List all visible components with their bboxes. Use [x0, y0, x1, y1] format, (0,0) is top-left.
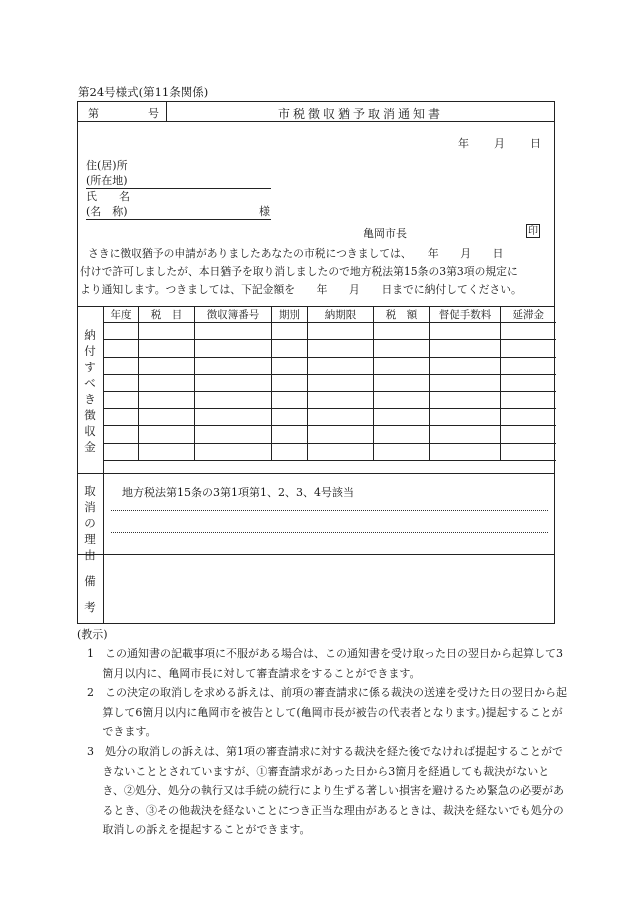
table-cell	[501, 426, 556, 443]
reason-text: 地方税法第15条の3第1項第1、2、3、4号該当	[122, 486, 354, 499]
table-cell	[272, 357, 308, 374]
table-cell	[272, 409, 308, 426]
column-header-tax-amount: 税 額	[374, 306, 430, 323]
table-header-row	[104, 306, 556, 323]
table-row	[104, 340, 556, 357]
number-suffix: 号	[148, 107, 159, 120]
table-cell	[139, 409, 195, 426]
note-item-3: 3 処分の取消しの訴えは、第1項の審査請求に対する裁決を経た後でなければ提起することができないこととされていますが、①審査請求があった日から3箇月を経過しても裁決がないとき、②処分、処分の執行又は手続の続行により生ずる著しい損害を避けるため緊急の必要があるとき、③その他裁決を経ないことにつき正当な理由があるときは、裁決を経ないでも処分の取消しの訴えを提起することができます。	[87, 745, 564, 836]
column-header-reminder-fee: 督促手数料	[430, 306, 501, 323]
table-cell	[139, 374, 195, 391]
table-cell	[272, 374, 308, 391]
payment-bottom-rule	[78, 473, 554, 474]
table-cell	[374, 340, 430, 357]
table-cell	[308, 374, 374, 391]
document-title: 市税徴収猶予取消通知書	[278, 107, 444, 121]
body-line-3: より通知します。つきましては、下記金額を 年 月 日までに納付してください。	[80, 283, 522, 296]
column-header-fiscal-year: 年度	[104, 306, 139, 323]
table-cell	[272, 323, 308, 340]
table-cell	[430, 426, 501, 443]
body-line-2: 付けで許可しましたが、本日猶予を取り消しましたので地方税法第15条の3第3項の規定に	[80, 265, 518, 278]
table-cell	[104, 443, 139, 460]
header-rule	[78, 121, 554, 122]
table-cell	[308, 391, 374, 408]
table-cell	[104, 391, 139, 408]
notes-heading: (教示)	[77, 628, 108, 641]
name-field	[86, 203, 271, 220]
reason-label-divider	[103, 473, 104, 554]
table-cell	[104, 374, 139, 391]
table-cell	[501, 357, 556, 374]
table-row	[104, 357, 556, 374]
table-cell	[139, 323, 195, 340]
table-cell	[308, 409, 374, 426]
table-row	[104, 409, 556, 426]
honorific: 様	[259, 205, 270, 218]
payment-label: 納付すべき徴収金	[84, 328, 96, 454]
note-item-1: 1 この通知書の記載事項に不服がある場合は、この通知書を受け取った日の翌日から起算して3箇月以内に、亀岡市長に対して審査請求をすることができます。	[87, 647, 563, 680]
body-line-1: さきに徴収猶予の申請がありましたあなたの市税につきましては、 年 月 日	[88, 247, 504, 260]
table-cell	[374, 443, 430, 460]
table-cell	[272, 340, 308, 357]
reason-dotted-line-2	[111, 532, 548, 533]
payment-table	[103, 306, 556, 461]
table-row	[104, 374, 556, 391]
table-cell	[501, 443, 556, 460]
column-header-due-date: 納期限	[308, 306, 374, 323]
reason-dotted-line-1	[111, 510, 548, 511]
table-cell	[430, 374, 501, 391]
table-cell	[139, 426, 195, 443]
table-cell	[374, 426, 430, 443]
column-header-installment: 期別	[272, 306, 308, 323]
table-cell	[501, 409, 556, 426]
table-cell	[308, 426, 374, 443]
table-cell	[195, 340, 272, 357]
date-day: 日	[530, 137, 541, 150]
form-label: 第24号様式(第11条関係)	[78, 85, 209, 99]
table-cell	[139, 340, 195, 357]
reason-bottom-rule	[78, 554, 554, 555]
table-cell	[272, 443, 308, 460]
table-cell	[501, 340, 556, 357]
table-cell	[272, 391, 308, 408]
name-label: 氏 名	[86, 190, 130, 203]
table-cell	[195, 391, 272, 408]
remarks-label-divider	[103, 554, 104, 623]
table-cell	[195, 409, 272, 426]
table-cell	[104, 323, 139, 340]
table-cell	[501, 391, 556, 408]
header-divider	[166, 102, 167, 121]
table-cell	[374, 391, 430, 408]
table-cell	[195, 426, 272, 443]
table-cell	[104, 426, 139, 443]
table-cell	[139, 443, 195, 460]
address-field	[86, 172, 271, 189]
name-sub-label: (名 称)	[86, 203, 271, 220]
note-item-2: 2 この決定の取消しを求める訴えは、前項の審査請求に係る裁決の送達を受けた日の翌日から起算して6箇月以内に亀岡市を被告として(亀岡市長が被告の代表者となります。)提起することができます。	[87, 686, 567, 738]
table-cell	[195, 323, 272, 340]
table-row	[104, 323, 556, 340]
table-cell	[308, 443, 374, 460]
table-cell	[430, 409, 501, 426]
column-header-late-charge: 延滞金	[501, 306, 556, 323]
table-cell	[195, 374, 272, 391]
table-cell	[374, 323, 430, 340]
table-cell	[195, 443, 272, 460]
table-cell	[374, 374, 430, 391]
seal-stamp: 印	[528, 226, 538, 237]
table-cell	[374, 409, 430, 426]
table-cell	[308, 323, 374, 340]
date-year: 年	[458, 137, 469, 150]
column-header-tax-item: 税 目	[139, 306, 195, 323]
table-cell	[308, 357, 374, 374]
table-cell	[430, 357, 501, 374]
table-cell	[139, 357, 195, 374]
table-cell	[104, 409, 139, 426]
address-label: 住(居)所	[86, 159, 128, 172]
table-cell	[308, 340, 374, 357]
table-cell	[195, 357, 272, 374]
table-row	[104, 391, 556, 408]
issuer-name: 亀岡市長	[363, 227, 407, 240]
address-sub-label: (所在地)	[86, 172, 271, 189]
table-cell	[501, 323, 556, 340]
table-cell	[430, 443, 501, 460]
table-cell	[374, 357, 430, 374]
notice-form	[77, 101, 555, 624]
date-month: 月	[494, 137, 505, 150]
remarks-label: 備考	[84, 574, 96, 614]
table-row	[104, 426, 556, 443]
table-cell	[430, 391, 501, 408]
table-cell	[272, 426, 308, 443]
table-cell	[104, 357, 139, 374]
number-prefix: 第	[88, 107, 99, 120]
reason-label: 取消の理由	[84, 484, 96, 562]
table-row	[104, 443, 556, 460]
table-cell	[139, 391, 195, 408]
column-header-ledger-number: 徴収簿番号	[195, 306, 272, 323]
table-cell	[430, 323, 501, 340]
table-cell	[104, 340, 139, 357]
table-cell	[501, 374, 556, 391]
table-cell	[430, 340, 501, 357]
